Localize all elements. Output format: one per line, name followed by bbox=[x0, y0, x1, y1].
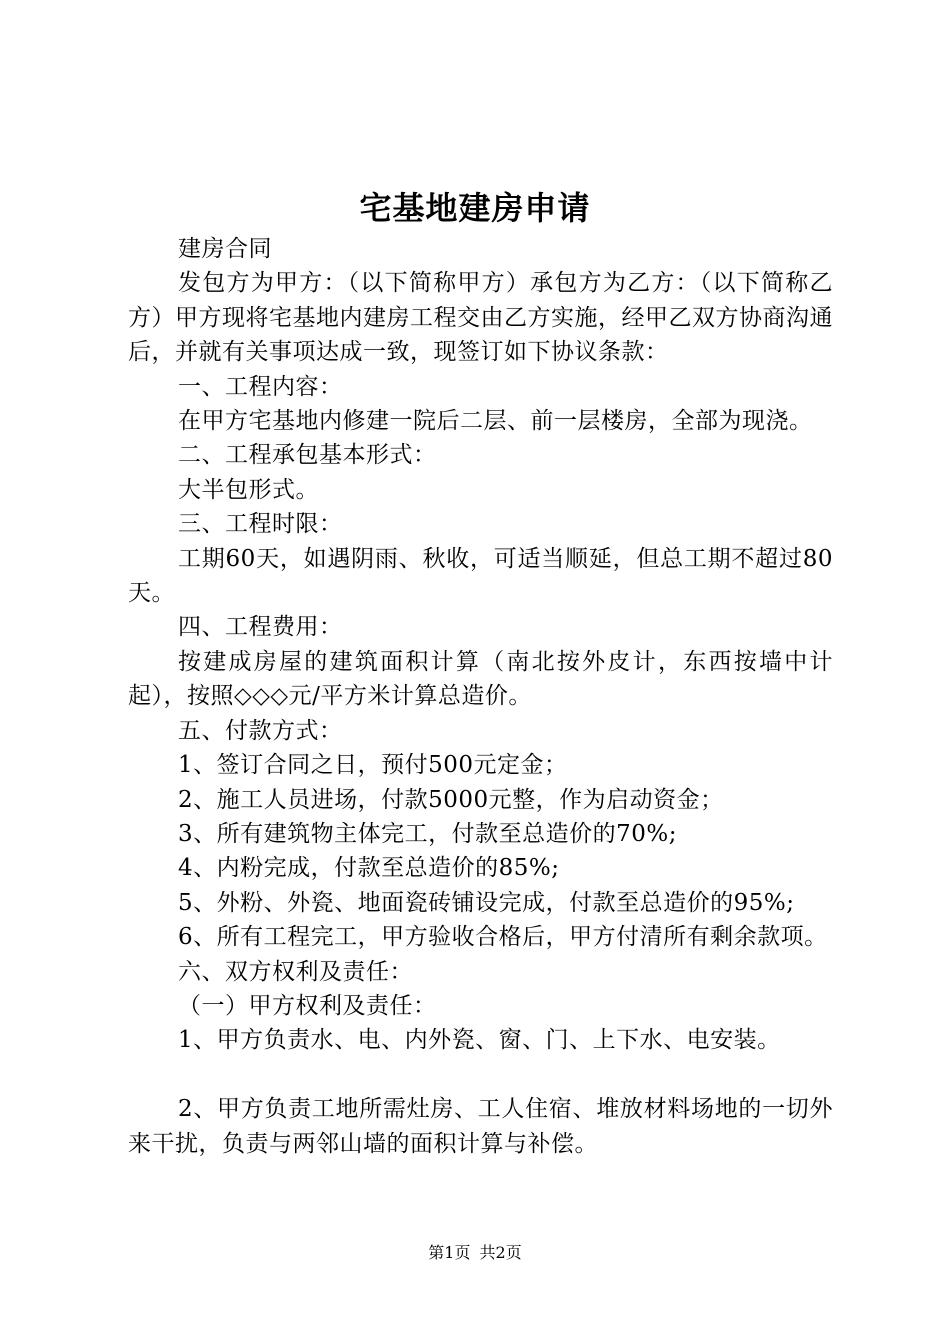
page-footer bbox=[0, 1242, 950, 1264]
page-total: 共2页 bbox=[479, 1243, 522, 1262]
paragraph-heading-contract: 建房合同 bbox=[178, 236, 272, 262]
paragraph-contract-form: 大半包形式。 bbox=[178, 476, 319, 503]
document-body bbox=[128, 232, 833, 1161]
document-title: 宅基地建房申请 bbox=[359, 189, 591, 227]
payment-item-4: 4、内粉完成，付款至总造价的85%; bbox=[178, 855, 560, 882]
payment-item-5: 5、外粉、外瓷、地面瓷砖铺设完成，付款至总造价的95%; bbox=[178, 889, 795, 916]
payment-item-6: 6、所有工程完工，甲方验收合格后，甲方付清所有剩余款项。 bbox=[178, 924, 828, 951]
section-heading-3: 三、工程时限： bbox=[178, 511, 343, 538]
paragraph-parties: 发包方为甲方：（以下简称甲方）承包方为乙方：（以下简称乙方）甲方现将宅基地内建房工程交由乙方实施，经甲乙双方协商沟通后，并就有关事项达成一致，现签订如下协议条款： bbox=[128, 270, 833, 366]
section-heading-2: 二、工程承包基本形式： bbox=[178, 442, 437, 469]
paragraph-project-cost: 按建成房屋的建筑面积计算（南北按外皮计，东西按墙中计起），按照◇◇◇元/平方米计算总造价。 bbox=[128, 648, 833, 710]
section-heading-5: 五、付款方式： bbox=[178, 717, 343, 744]
party-a-duty-2: 2、甲方负责工地所需灶房、工人住宿、堆放材料场地的一切外来干扰，负责与两邻山墙的面积计算与补偿。 bbox=[128, 1096, 833, 1157]
paragraph-project-content: 在甲方宅基地内修建一院后二层、前一层楼房，全部为现浇。 bbox=[178, 408, 813, 435]
section-heading-1: 一、工程内容： bbox=[178, 373, 343, 400]
paragraph-time-limit: 工期60天，如遇阴雨、秋收，可适当顺延，但总工期不超过80天。 bbox=[128, 545, 833, 607]
page-number: 第1页 bbox=[428, 1243, 471, 1262]
section-heading-4: 四、工程费用： bbox=[178, 614, 343, 641]
party-a-duty-1: 1、甲方负责水、电、内外瓷、窗、门、上下水、电安装。 bbox=[178, 1027, 781, 1054]
subsection-heading-party-a: （一）甲方权利及责任： bbox=[178, 992, 437, 1019]
payment-item-1: 1、签订合同之日，预付500元定金； bbox=[178, 752, 568, 779]
payment-item-3: 3、所有建筑物主体完工，付款至总造价的70%; bbox=[178, 820, 678, 847]
payment-item-2: 2、施工人员进场，付款5000元整，作为启动资金； bbox=[178, 786, 724, 813]
section-heading-6: 六、双方权利及责任： bbox=[178, 958, 413, 985]
